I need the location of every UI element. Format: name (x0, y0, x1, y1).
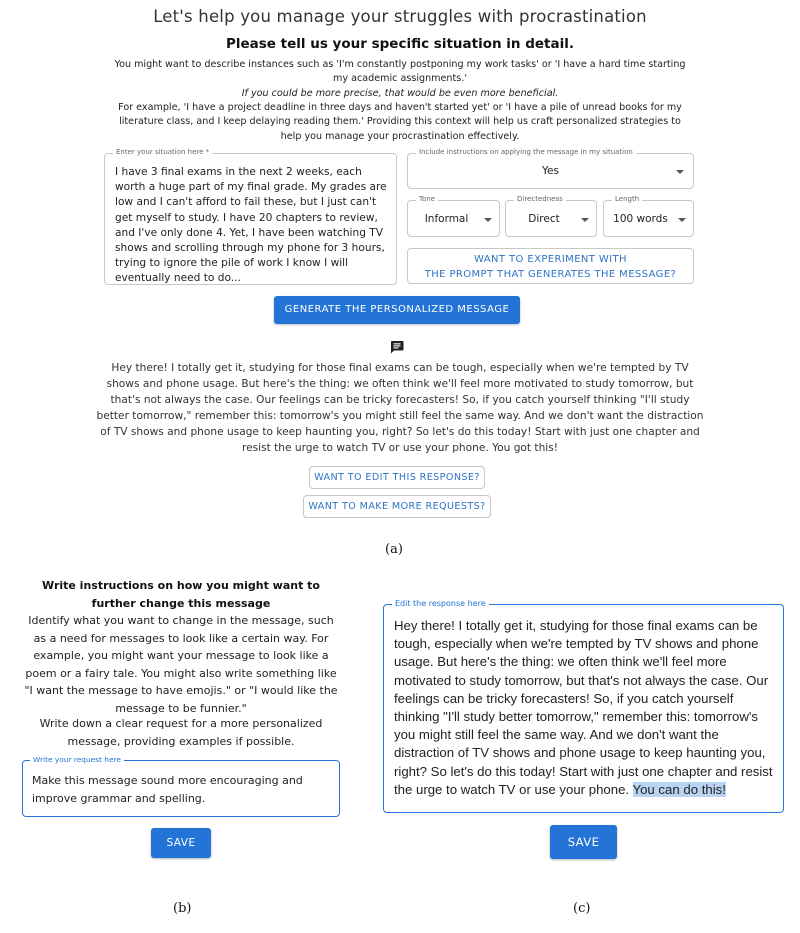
request-field-label: Write your request here (30, 755, 124, 764)
caption-a: (a) (385, 542, 403, 557)
experiment-prompt-button[interactable] (407, 248, 694, 284)
page-title: Let's help you manage your struggles with procrastination (153, 7, 647, 26)
request-text: Make this message sound more encouraging and improve grammar and spelling. (32, 774, 303, 805)
tone-value: Informal (424, 213, 469, 225)
directedness-select[interactable] (505, 195, 597, 237)
request-note: Write down a clear request for a more personalized message, providing examples if possible. (39, 717, 323, 748)
request-heading: Write instructions on how you might want to further change this message (42, 579, 320, 610)
instruction-example: For example, 'I have a project deadline in three days and haven't started yet' or 'I have a pile of unread books for my literature class, and I keep delaying reading them.' Providing this context will help us craft personalized strategies to help you manage your procrastination effectively. (118, 102, 682, 142)
length-select[interactable] (603, 195, 694, 237)
tone-select[interactable] (407, 195, 500, 237)
directedness-value: Direct (528, 213, 560, 225)
request-textarea[interactable] (22, 755, 340, 817)
request-instructions: Identify what you want to change in the message, such as a need for messages to look like a certain way. For example, you might want your message to look like a poem or a fairy tale. You might also write something like "I want the message to have emojis." or "I would like the message to be funnier." (24, 614, 338, 715)
page-subtitle: Please tell us your specific situation in detail. (225, 36, 575, 52)
instruction-emphasis: If you could be more precise, that would be even more beneficial. (241, 88, 559, 99)
caption-b: (b) (173, 901, 192, 916)
situation-field-label: Enter your situation here * (113, 148, 212, 156)
experiment-button-line2: THE PROMPT THAT GENERATES THE MESSAGE? (424, 269, 677, 280)
edit-response-button[interactable]: WANT TO EDIT THIS RESPONSE? (309, 466, 485, 489)
caret-down-icon (678, 218, 686, 222)
selected-text: You can do this! (632, 781, 726, 797)
save-request-button[interactable]: SAVE (151, 828, 211, 858)
include-instructions-value: Yes (542, 165, 559, 177)
include-instructions-label: Include instructions on applying the message in my situation (416, 148, 636, 156)
caption-c: (c) (573, 901, 591, 916)
generated-response: Hey there! I totally get it, studying for those final exams can be tough, especially when we're tempted by TV shows and phone usage. But here's the thing: we often think we'll feel more motivated to study tomorrow, but that's not always the case. Our feelings can be tricky forecasters! So, if you catch yourself thinking "I'll study better tomorrow," remember this: tomorrow's you might still feel the same way. And we don't want the distraction of TV shows and phone usage to keep haunting you, right? So let's do this today! Start with just one chapter and resist the urge to watch TV or use your phone. You got this! (96, 362, 704, 454)
length-label: Length (612, 195, 642, 203)
experiment-button-line1: WANT TO EXPERIMENT WITH (474, 254, 627, 265)
caret-down-icon (676, 170, 684, 174)
include-instructions-select[interactable] (407, 148, 694, 189)
edit-response-textarea[interactable] (383, 599, 784, 813)
chat-bubble-icon (390, 340, 404, 354)
directedness-label: Directedness (514, 195, 566, 203)
caret-down-icon (484, 218, 492, 222)
length-value: 100 words (613, 213, 668, 225)
generate-message-button[interactable]: GENERATE THE PERSONALIZED MESSAGE (274, 296, 520, 324)
save-edit-button[interactable]: SAVE (550, 825, 617, 859)
instruction-text: You might want to describe instances such as 'I'm constantly postponing my work tasks' or 'I have a hard time starting my academic assignments.' (114, 59, 686, 85)
situation-text: I have 3 final exams in the next 2 weeks, each worth a huge part of my final grade. My grades are low and I can't afford to fail these, but I just can't get myself to study. I have 20 chapters to review, and I've only done 4. Yet, I have been watching TV shows and scrolling through my phone for 3 hours, trying to ignore the pile of work I know I will eventually need to do... (115, 166, 387, 285)
tone-label: Tone (416, 195, 438, 203)
edit-response-text (394, 617, 774, 799)
more-requests-button[interactable]: WANT TO MAKE MORE REQUESTS? (303, 495, 491, 518)
caret-down-icon (581, 218, 589, 222)
edit-field-label: Edit the response here (392, 599, 489, 608)
situation-textarea[interactable] (104, 148, 397, 285)
edit-response-body: Hey there! I totally get it, studying for those final exams can be tough, especially when we're tempted by TV shows and phone usage. But here's the thing: we often think we'll feel more motivated to study tomorrow, but that's not always the case. Our feelings can be tricky forecasters! So, if you catch yourself thinking "I'll study better tomorrow," remember this: tomorrow's you might still feel the same way. And we don't want the distraction of TV shows and phone usage to keep haunting you, right? So let's do this today! Start with just one chapter and resist the urge to watch TV or use your phone. (394, 618, 773, 797)
